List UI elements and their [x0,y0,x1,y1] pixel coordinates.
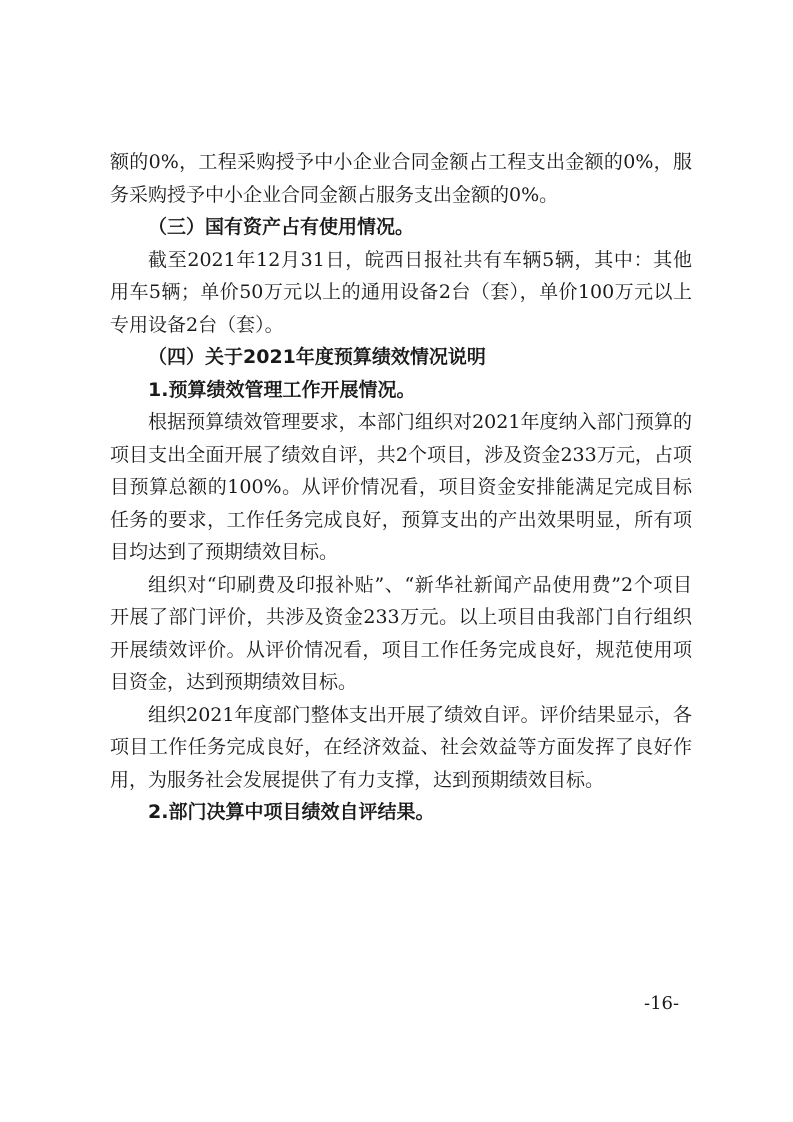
heading-budget-performance: （四）关于2021年度预算绩效情况说明 [148,346,486,368]
paragraph-state-assets: 截至2021年12月31日，皖西日报社共有车辆5辆，其中：其他用车5辆；单价50万元以上的通用设备2台（套），单价100万元以上专用设备2台（套）。 [110,248,692,336]
paragraph-department-evaluation: 组织对“印刷费及印报补贴”、“新华社新闻产品使用费”2个项目开展了部门评价，共涉及资金233万元。以上项目由我部门自行组织开展绩效评价。从评价情况看，项目工作任务完成良好，规范使用项目资金，达到预期绩效目标。 [110,573,692,693]
page-number: -16- [644,993,680,1014]
document-body [110,146,692,829]
paragraph-performance-self-evaluation: 根据预算绩效管理要求，本部门组织对2021年度纳入部门预算的项目支出全面开展了绩效自评，共2个项目，涉及资金233万元，占项目预算总额的100%。从评价情况看，项目资金安排能满足完成目标任务的要求，工作任务完成良好，预算支出的产出效果明显，所有项目均达到了预期绩效目标。 [110,411,692,563]
paragraph-overall-expenditure-evaluation: 组织2021年度部门整体支出开展了绩效自评。评价结果显示，各项目工作任务完成良好，在经济效益、社会效益等方面发挥了良好作用，为服务社会发展提供了有力支撑，达到预期绩效目标。 [110,703,692,791]
paragraph-procurement-continued: 额的0%，工程采购授予中小企业合同金额占工程支出金额的0%，服务采购授予中小企业合同金额占服务支出金额的0%。 [110,151,692,206]
heading-state-assets: （三）国有资产占有使用情况。 [148,216,415,238]
subheading-project-results: 2.部门决算中项目绩效自评结果。 [148,801,435,823]
subheading-performance-management: 1.预算绩效管理工作开展情况。 [148,378,416,401]
